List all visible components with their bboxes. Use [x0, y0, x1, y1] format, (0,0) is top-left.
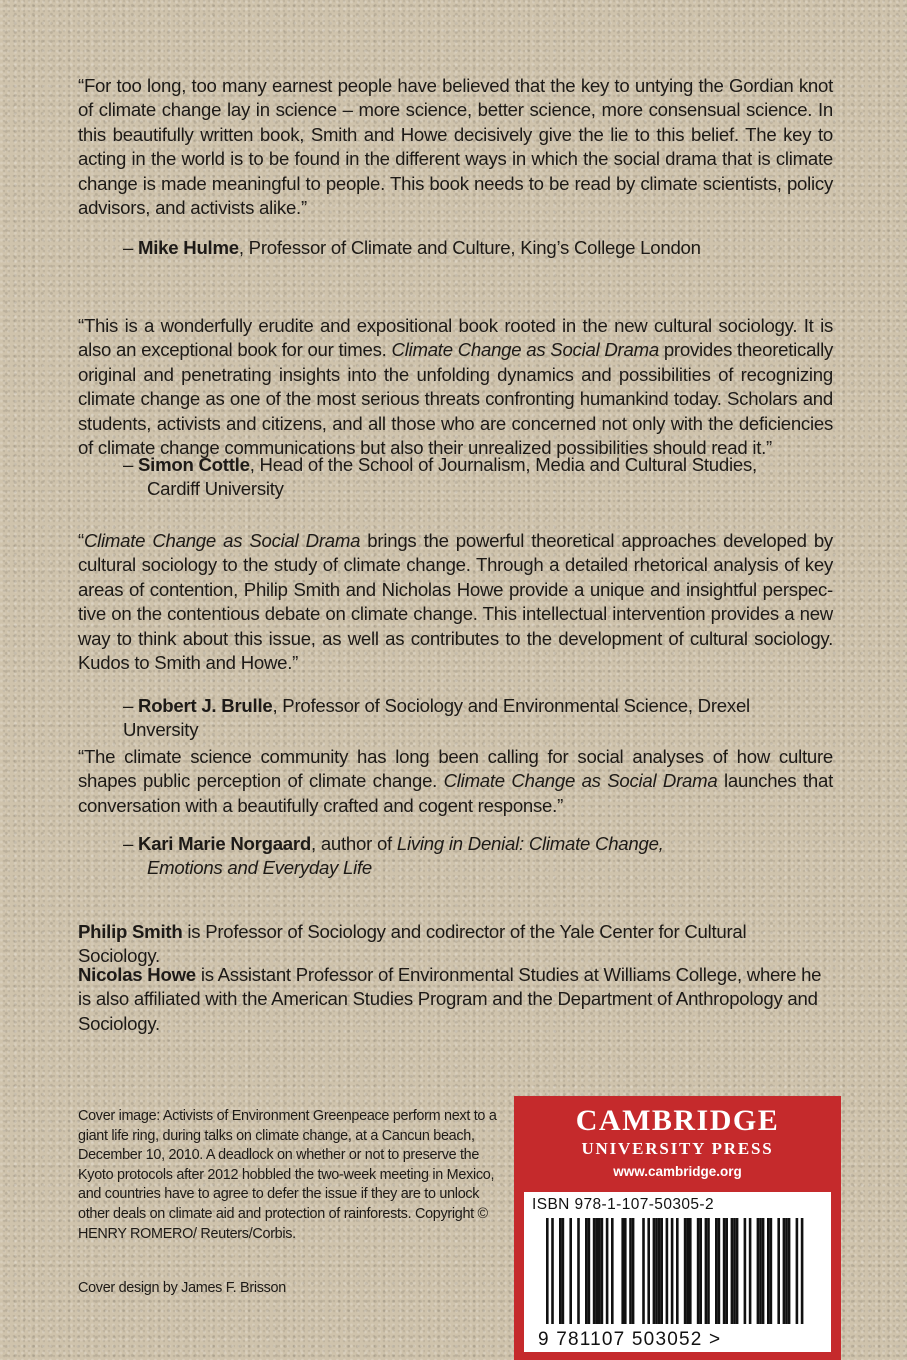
isbn-label: ISBN 978-1-107-50305-2: [532, 1196, 714, 1213]
barcode-bar: [598, 1218, 601, 1324]
book-title: Climate Change as Social Drama: [391, 339, 659, 361]
barcode-bar: [611, 1218, 614, 1324]
barcode-bar: [699, 1218, 702, 1324]
barcode-bar: [676, 1218, 679, 1324]
endorsement-quote-1: [78, 74, 833, 220]
barcode-bar: [731, 1218, 734, 1324]
barcode-bar: [759, 1218, 762, 1324]
barcode-bar: [705, 1218, 708, 1324]
barcode-bar: [647, 1218, 650, 1324]
endorsement-quote-4: “The climate science community has long been calling for social analyses of how culture shapes public perception of climate change. Climate Change as Social Drama launches that conversation with a beautifully crafted and cogent response.”: [78, 746, 833, 816]
barcode-bar: [689, 1218, 692, 1324]
barcode-bar: [684, 1218, 687, 1324]
barcode-bar: [715, 1218, 718, 1324]
author-bio-2: Nicolas Howe is Assistant Professor of Environmental Studies at Williams College, where he is also affiliated with the American Studies Program and the Department of Anthropology and Sociology.: [78, 964, 822, 1034]
barcode-bar: [736, 1218, 739, 1324]
barcode-bar: [559, 1218, 562, 1324]
endorser-name-2: Simon Cottle: [138, 454, 250, 475]
barcode-bar: [697, 1218, 700, 1324]
barcode-bar: [757, 1218, 760, 1324]
barcode-bar: [653, 1218, 656, 1324]
barcode-bar: [606, 1218, 609, 1324]
barcode-bar: [723, 1218, 726, 1324]
barcode-bar: [744, 1218, 747, 1324]
barcode-bar: [733, 1218, 736, 1324]
publisher-block: [514, 1096, 841, 1360]
barcode-bar: [632, 1218, 635, 1324]
quote-1-text: “For too long, too many earnest people have believed that the key to untying the Gordian knot of climate change lay in science – more science, better science, more consensual science. In this beautifully written book, Smith and Howe decisively give the lie to this belief. The key to acting in the world is to be found in the different ways in which the social drama that is climate change is made meaningful to people. This book needs to be read by climate scientists, policy advisors, and activists alike.”: [78, 75, 833, 219]
barcode-bar: [785, 1218, 788, 1324]
endorser-name-1: Mike Hulme: [138, 237, 239, 258]
isbn-barcode: [524, 1192, 831, 1352]
publisher-subtitle: UNIVERSITY PRESS: [581, 1139, 774, 1158]
barcode-bar: [718, 1218, 721, 1324]
endorser-name-3: Robert J. Brulle: [138, 695, 273, 716]
barcode-bar: [546, 1218, 549, 1324]
endorsement-attribution-4: – Kari Marie Norgaard, author of Living in Denial: Climate Change, Emotions and Everyday Life: [123, 833, 664, 879]
barcode-bar: [666, 1218, 669, 1324]
endorsement-attribution-1: – Mike Hulme, Professor of Climate and Culture, King’s College London: [123, 237, 701, 258]
barcode-bar: [624, 1218, 627, 1324]
barcode-bar: [601, 1218, 604, 1324]
author-name-2: Nicolas Howe: [78, 964, 196, 985]
endorser-name-4: Kari Marie Norgaard: [138, 833, 311, 854]
barcode-panel: [524, 1192, 831, 1352]
barcode-bar: [577, 1218, 580, 1324]
barcode-bar: [621, 1218, 624, 1324]
barcode-bar: [658, 1218, 661, 1324]
cover-image-credit: Cover image: Activists of Environment Greenpeace perform next to a giant life ring, during talks on climate change, at a Cancun beach, December 10, 2010. A deadlock on whether or not to preserve the Kyoto protocols after 2012 hobbled the two-week meeting in Mexico, and countries have to agree to defer the issue if they are to unlock other deals on climate aid and protection of rainforests. Copyright © HENRY ROMERO/ Reuters/Corbis.: [78, 1108, 497, 1242]
publisher-name: CAMBRIDGE: [575, 1104, 780, 1137]
barcode-bar: [655, 1218, 658, 1324]
barcode-bar: [725, 1218, 728, 1324]
book-title: Climate Change as Social Drama: [83, 530, 361, 551]
barcode-bar: [585, 1218, 588, 1324]
barcode-bar: [562, 1218, 565, 1324]
barcode-bar: [686, 1218, 689, 1324]
barcode-bar: [660, 1218, 663, 1324]
barcode-bar: [551, 1218, 554, 1324]
barcode-bar: [770, 1218, 773, 1324]
publisher-url: www.cambridge.org: [613, 1164, 742, 1179]
barcode-bar: [629, 1218, 632, 1324]
barcode-bar: [707, 1218, 710, 1324]
barcode-bar: [767, 1218, 770, 1324]
barcode-bar: [671, 1218, 674, 1324]
barcode-bar: [801, 1218, 804, 1324]
barcode-bar: [595, 1218, 598, 1324]
endorsement-attribution-3: – Robert J. Brulle, Professor of Sociology and Environmental Science, Drexel Unversity: [123, 695, 750, 741]
barcode-bar: [783, 1218, 786, 1324]
barcode-bar: [762, 1218, 765, 1324]
barcode-bar: [593, 1218, 596, 1324]
endorsement-attribution-2: – Simon Cottle, Head of the School of Journalism, Media and Cultural Studies, Cardiff University: [123, 454, 757, 500]
barcode-bar: [588, 1218, 591, 1324]
barcode-bar: [788, 1218, 791, 1324]
barcode-bar: [642, 1218, 645, 1324]
barcode-bar: [777, 1218, 780, 1324]
cover-design-credit: Cover design by James F. Brisson: [78, 1280, 286, 1296]
author-name-1: Philip Smith: [78, 921, 183, 942]
barcode-bar: [749, 1218, 752, 1324]
author-bio-1: Philip Smith is Professor of Sociology and codirector of the Yale Center for Cultural Sociology.: [78, 921, 747, 967]
book-title: Climate Change as Social Drama: [443, 770, 718, 792]
endorsement-quote-2: “This is a wonderfully erudite and expositional book rooted in the new cultural sociology. It is also an exceptional book for our times. Climate Change as Social Drama provides theoretically original and penetrating insights into the unfolding dynamics and possibilities of recognizing climate change as one of the most serious threats confronting humankind today. Scholars and students, activists and citizens, and all those who are concerned not only with the deficiencies of climate change communications but also their unrealized possibilities should read it.”: [78, 315, 833, 459]
barcode-digits: 9 781107 503052 >: [538, 1329, 722, 1350]
barcode-bar: [569, 1218, 572, 1324]
endorsement-quote-3: “Climate Change as Social Drama brings the powerful theoretical approaches developed by cultural sociology to the study of climate change. Through a detailed rhetorical analysis of key areas of contention, Philip Smith and Nicholas Howe provide a unique and insightful perspec-tive on the contentious debate on climate change. This intellectual intervention provides a new way to think about this issue, as well as contributes to the development of cultural sociology. Kudos to Smith and Howe.”: [78, 530, 833, 674]
barcode-bar: [796, 1218, 799, 1324]
